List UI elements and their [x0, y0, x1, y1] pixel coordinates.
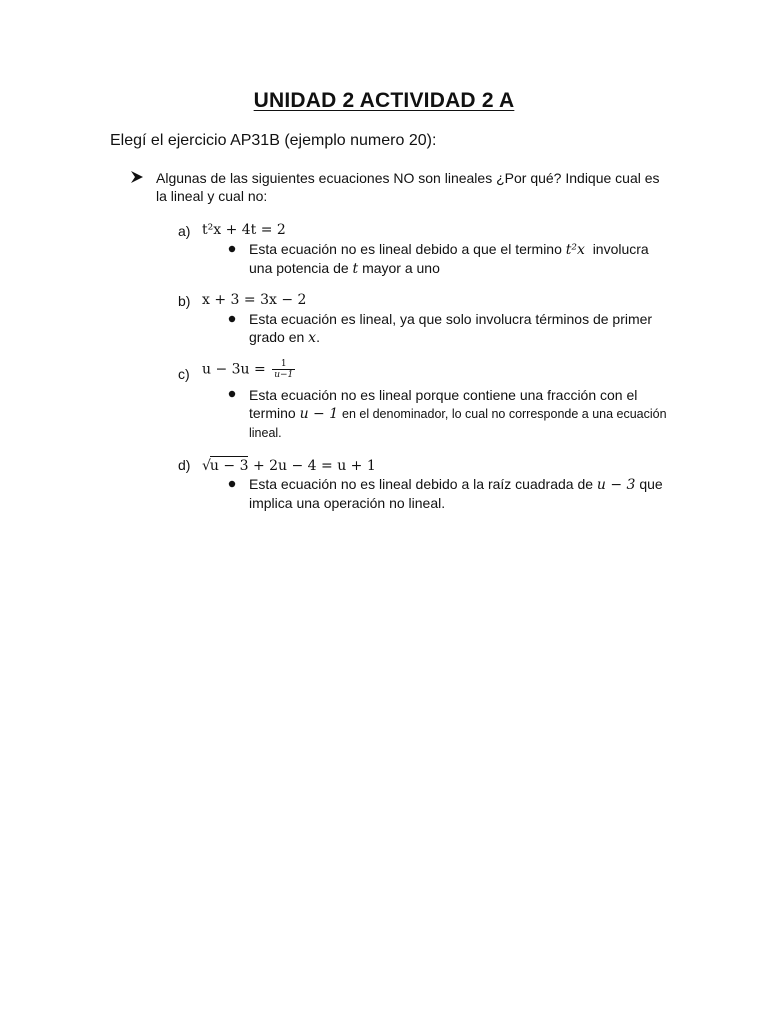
exercise-equation: x + 3 = 3x − 2: [202, 292, 307, 308]
exercise-label: b): [178, 293, 191, 309]
exercise-explanation: Esta ecuación no es lineal porque contiene una fracción con el termino u − 1 en el denominador, lo cual no corresponde a una ecuación lineal.: [249, 387, 667, 440]
math-term: t: [352, 261, 359, 277]
bullet-icon: [228, 245, 236, 253]
exercise-explanation: Esta ecuación no es lineal debido a la raíz cuadrada de u − 3 que implica una operación no lineal.: [249, 476, 663, 511]
title-text: UNIDAD 2 ACTIVIDAD 2 A: [253, 89, 515, 112]
page-title: [0, 89, 768, 113]
math-term: u − 3: [596, 477, 636, 493]
exercise-equation: u − 3u = $\frac{1}{u-1}$: [202, 359, 294, 380]
math-term: x: [308, 330, 317, 346]
sqrt-sign: √: [202, 458, 211, 474]
intro-text: Elegí el ejercicio AP31B (ejemplo numero 20):: [110, 132, 437, 149]
question-text: Algunas de las siguientes ecuaciones NO son lineales ¿Por qué? Indique cual es la lineal y cual no:: [156, 170, 660, 204]
exercise-explanation: Esta ecuación no es lineal debido a que el termino t²x involucra una potencia de t mayor a uno: [249, 241, 649, 277]
bullet-icon: [228, 390, 236, 398]
exercise-label: a): [178, 223, 191, 239]
fraction: $\frac{1}{u-1}$: [274, 359, 294, 380]
bullet-icon: [228, 480, 236, 488]
arrow-bullet-icon: [130, 170, 144, 184]
math-term: t²x: [565, 242, 585, 258]
exercise-label: d): [178, 457, 191, 473]
exercise-equation: t²x + 4t = 2: [202, 222, 286, 238]
radicand: u − 3: [209, 458, 249, 474]
exercise-explanation: Esta ecuación es lineal, ya que solo involucra términos de primer grado en x.: [249, 311, 653, 346]
exercise-equation: √u − 3 + 2u − 4 = u + 1: [202, 458, 376, 474]
exercise-label: c): [178, 366, 190, 382]
math-term: u − 1: [299, 406, 339, 422]
bullet-icon: [228, 315, 236, 323]
